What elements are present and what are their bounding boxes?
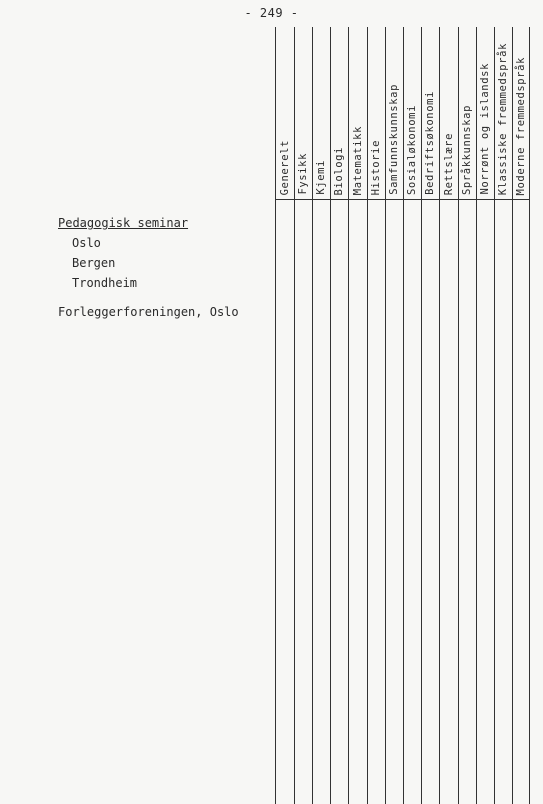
- col-header-klassiske: Klassiske fremmedspråk: [497, 42, 509, 195]
- col-header-sosialokonomi: Sosialøkonomi: [406, 105, 418, 195]
- col-header-historie: Historie: [370, 139, 382, 195]
- col-header-fysikk: Fysikk: [297, 153, 309, 195]
- col-header-generelt: Generelt: [278, 139, 291, 195]
- grid-line: [529, 27, 530, 804]
- col-header-samfunnskunnskap: Samfunnskunnskap: [388, 84, 400, 195]
- page-number: - 249 -: [244, 6, 299, 20]
- row-forleggerforeningen: Forleggerforeningen, Oslo: [58, 305, 239, 319]
- list-item: Bergen: [72, 256, 116, 270]
- col-header-norront: Norrønt og islandsk: [479, 63, 491, 195]
- col-header-moderne: Moderne fremmedspråk: [515, 56, 527, 195]
- col-header-matematikk: Matematikk: [351, 125, 364, 195]
- col-header-sprakkunnskap: Språkkunnskap: [461, 105, 473, 195]
- list-item: Oslo: [72, 236, 101, 250]
- list-item: Trondheim: [72, 276, 138, 290]
- col-header-rettslare: Rettslære: [442, 132, 455, 195]
- table-grid: [275, 27, 530, 804]
- col-header-biologi: Biologi: [333, 146, 345, 195]
- col-header-kjemi: Kjemi: [315, 160, 327, 195]
- section-title: Pedagogisk seminar: [58, 216, 189, 230]
- col-header-bedriftsokonomi: Bedriftsøkonomi: [424, 91, 436, 195]
- section-pedagogisk: [58, 213, 188, 293]
